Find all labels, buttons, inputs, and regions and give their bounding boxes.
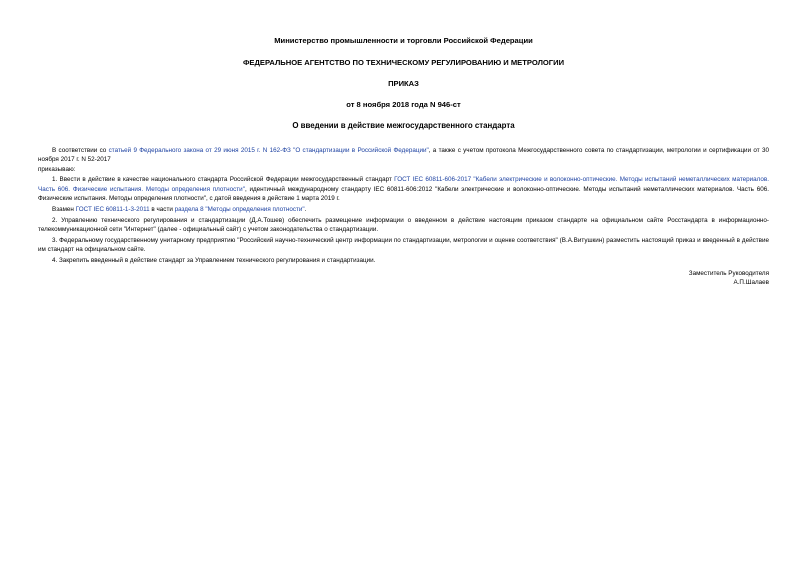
- signatory-position: Заместитель Руководителя: [688, 270, 769, 278]
- federal-law-link[interactable]: статьей 9 Федерального закона от 29 июня 2015 г. N 162-ФЗ "О стандартизации в Российской Федерации": [108, 147, 429, 154]
- signatory-name: А.П.Шалаев: [733, 279, 769, 287]
- order-subject: О введении в действие межгосударственного стандарта: [292, 121, 515, 130]
- item-1-text-1: 1. Ввести в действие в качестве национального стандарта Российской Федерации межгосударственный стандарт: [52, 176, 395, 184]
- order-title: ПРИКАЗ: [388, 79, 419, 88]
- preamble-paragraph: [38, 146, 769, 165]
- gost-iec-60811-1-3-link[interactable]: ГОСТ IEC 60811-1-3-2011: [75, 205, 150, 213]
- item-4-paragraph: 4. Закрепить введенный в действие стандарт за Управлением технического регулирования и стандартизации.: [52, 256, 376, 264]
- preamble-text-1: В соответствии со: [52, 147, 109, 154]
- replacement-text-2: в части: [149, 205, 175, 213]
- order-date: от 8 ноября 2018 года N 946-ст: [346, 100, 461, 109]
- item-1-text-2: , идентичный международному стандарту IEC 60811-606:2012 "Кабели электрические и волоконно-оптические. Методы испытаний неметаллических материалов. Часть 606. Физические испытания. Методы определения плотности", с датой введения в действие 1 марта 2019 г.: [38, 185, 769, 202]
- item-2-paragraph: 2. Управлению технического регулирования и стандартизации (Д.А.Тошев) обеспечить размещение информации о введенном в действие настоящим приказом стандарте на официальном сайте Росстандарта в информационно-телекоммуникационной сети "Интернет" (далее - официальный сайт) с учетом законодательства о стандартизации.: [38, 216, 769, 233]
- agency-title: ФЕДЕРАЛЬНОЕ АГЕНТСТВО ПО ТЕХНИЧЕСКОМУ РЕГУЛИРОВАНИЮ И МЕТРОЛОГИИ: [242, 58, 565, 67]
- decree-word: приказываю:: [38, 165, 76, 173]
- replacement-text-1: Взамен: [52, 205, 76, 213]
- replacement-text-3: .: [304, 205, 307, 213]
- document-body: [38, 146, 769, 265]
- ministry-title: Министерство промышленности и торговли Российской Федерации: [274, 36, 533, 45]
- item-1-paragraph: [38, 175, 769, 203]
- gost-iec-60811-606-link[interactable]: ГОСТ IEC 60811-606-2017 "Кабели электрические и волоконно-оптические. Методы испытаний неметаллических материалов. Часть 606. Физические испытания. Методы определения плотности": [38, 176, 769, 193]
- replacement-paragraph: [38, 205, 769, 214]
- item-3-paragraph: 3. Федеральному государственному унитарному предприятию "Российский научно-технический центр информации по стандартизации, метрологии и оценке соответствия" (В.А.Витушкин) разместить настоящий приказ и введенный в действие им стандарт на официальном сайте.: [38, 236, 769, 253]
- signature-block: [38, 269, 769, 288]
- preamble-text-2: , а также с учетом протокола Межгосударственного совета по стандартизации, метрологии и сертификации от 30 ноября 2017 г. N 52-2017: [38, 147, 769, 164]
- section-8-link[interactable]: раздела 8 "Методы определения плотности": [174, 205, 305, 213]
